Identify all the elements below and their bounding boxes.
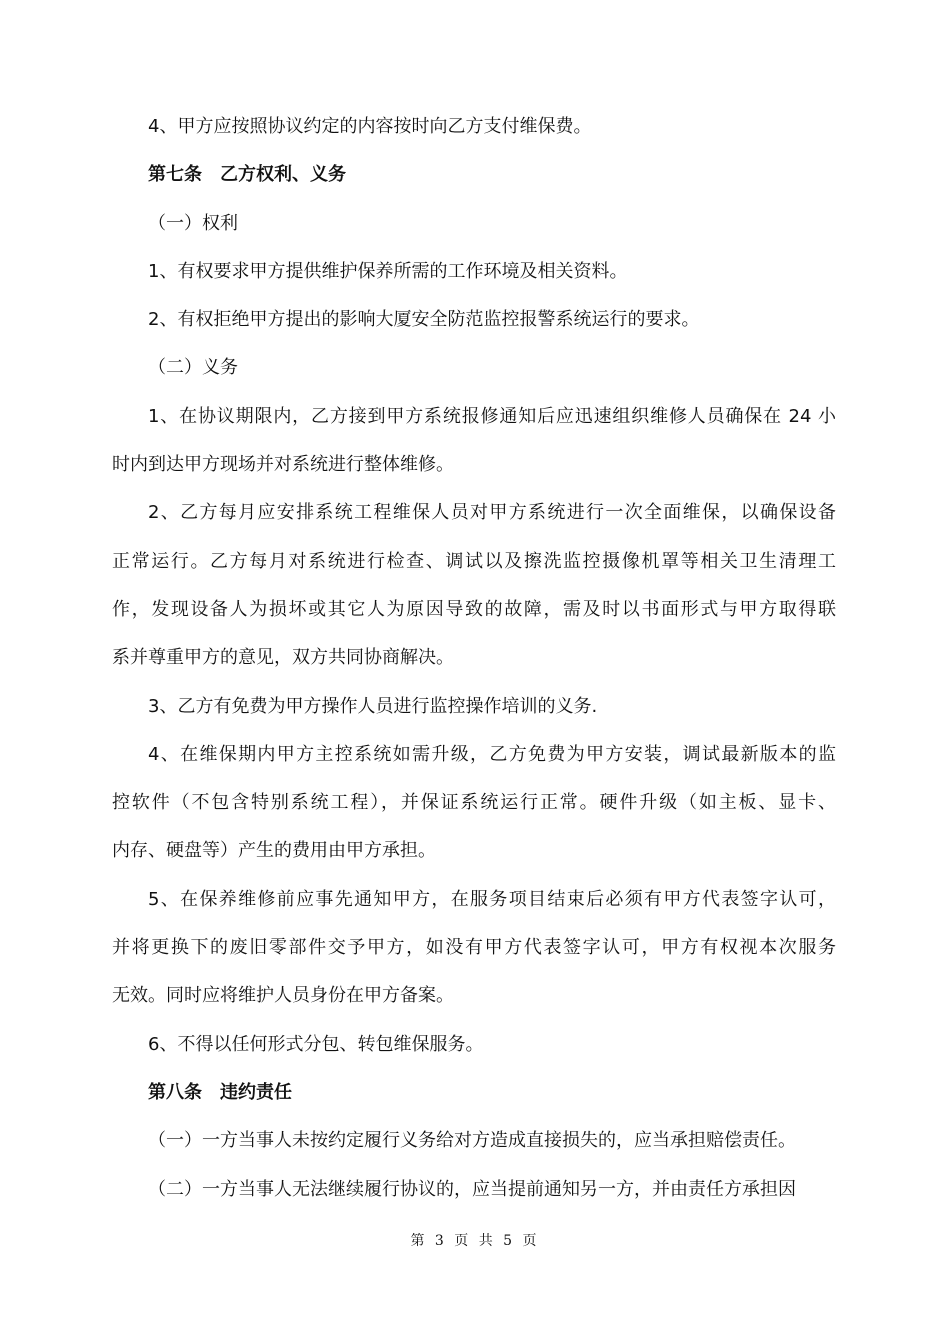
clause-paragraph [112, 296, 836, 344]
text-line: 时内到达甲方现场并对系统进行整体维修。 [112, 454, 454, 476]
text-line: 4、甲方应按照协议约定的内容按时向乙方支付维保费。 [148, 116, 592, 137]
text-line: 2、有权拒绝甲方提出的影响大厦安全防范监控报警系统运行的要求。 [148, 309, 700, 331]
clause-paragraph [112, 731, 836, 876]
section-heading [112, 151, 836, 199]
clause-paragraph [112, 1021, 836, 1069]
text-line: 作，发现设备人为损坏或其它人为原因导致的故障，需及时以书面形式与甲方取得联 [112, 598, 836, 620]
subsection-paragraph [112, 200, 836, 248]
text-line: （二）义务 [148, 357, 238, 379]
subsection-paragraph [112, 344, 836, 392]
clause-paragraph [112, 489, 836, 682]
subsection-paragraph [112, 1166, 836, 1214]
text-line: 并将更换下的废旧零部件交予甲方，如没有甲方代表签字认可，甲方有权视本次服务 [112, 937, 836, 959]
document-body [112, 103, 836, 1214]
text-line: 2、乙方每月应安排系统工程维保人员对甲方系统进行一次全面维保，以确保设备 [148, 502, 836, 524]
clause-paragraph [112, 103, 836, 151]
text-line: 无效。同时应将维护人员身份在甲方备案。 [112, 985, 454, 1007]
text-line: 内存、硬盘等）产生的费用由甲方承担。 [112, 840, 436, 862]
clause-paragraph [112, 393, 836, 490]
text-line: （一）权利 [148, 212, 238, 234]
text-line: 1、在协议期限内，乙方接到甲方系统报修通知后应迅速组织维修人员确保在 24 小 [148, 405, 836, 427]
subsection-paragraph [112, 1117, 836, 1165]
text-line: 正常运行。乙方每月对系统进行检查、调试以及擦洗监控摄像机罩等相关卫生清理工 [112, 550, 836, 572]
text-line: 控软件（不包含特别系统工程），并保证系统运行正常。硬件升级（如主板、显卡、 [112, 792, 836, 814]
text-line: 3、乙方有免费为甲方操作人员进行监控操作培训的义务. [148, 695, 598, 717]
text-line: （二）一方当事人无法继续履行协议的，应当提前通知另一方，并由责任方承担因 [148, 1178, 796, 1200]
text-line: （一）一方当事人未按约定履行义务给对方造成直接损失的，应当承担赔偿责任。 [148, 1130, 796, 1152]
clause-paragraph [112, 876, 836, 1021]
text-line: 第八条 违约责任 [148, 1081, 292, 1103]
clause-paragraph [112, 683, 836, 731]
text-line: 第七条 乙方权利、义务 [148, 164, 346, 186]
section-heading [112, 1069, 836, 1117]
text-line: 1、有权要求甲方提供维护保养所需的工作环境及相关资料。 [148, 260, 628, 282]
text-line: 5、在保养维修前应事先通知甲方，在服务项目结束后必须有甲方代表签字认可， [148, 888, 836, 910]
clause-paragraph [112, 248, 836, 296]
text-line: 4、在维保期内甲方主控系统如需升级，乙方免费为甲方安装，调试最新版本的监 [148, 743, 836, 765]
text-line: 系并尊重甲方的意见，双方共同协商解决。 [112, 647, 454, 669]
text-line: 6、不得以任何形式分包、转包维保服务。 [148, 1033, 484, 1055]
page-footer: 第 3 页 共 5 页 [410, 1233, 540, 1249]
